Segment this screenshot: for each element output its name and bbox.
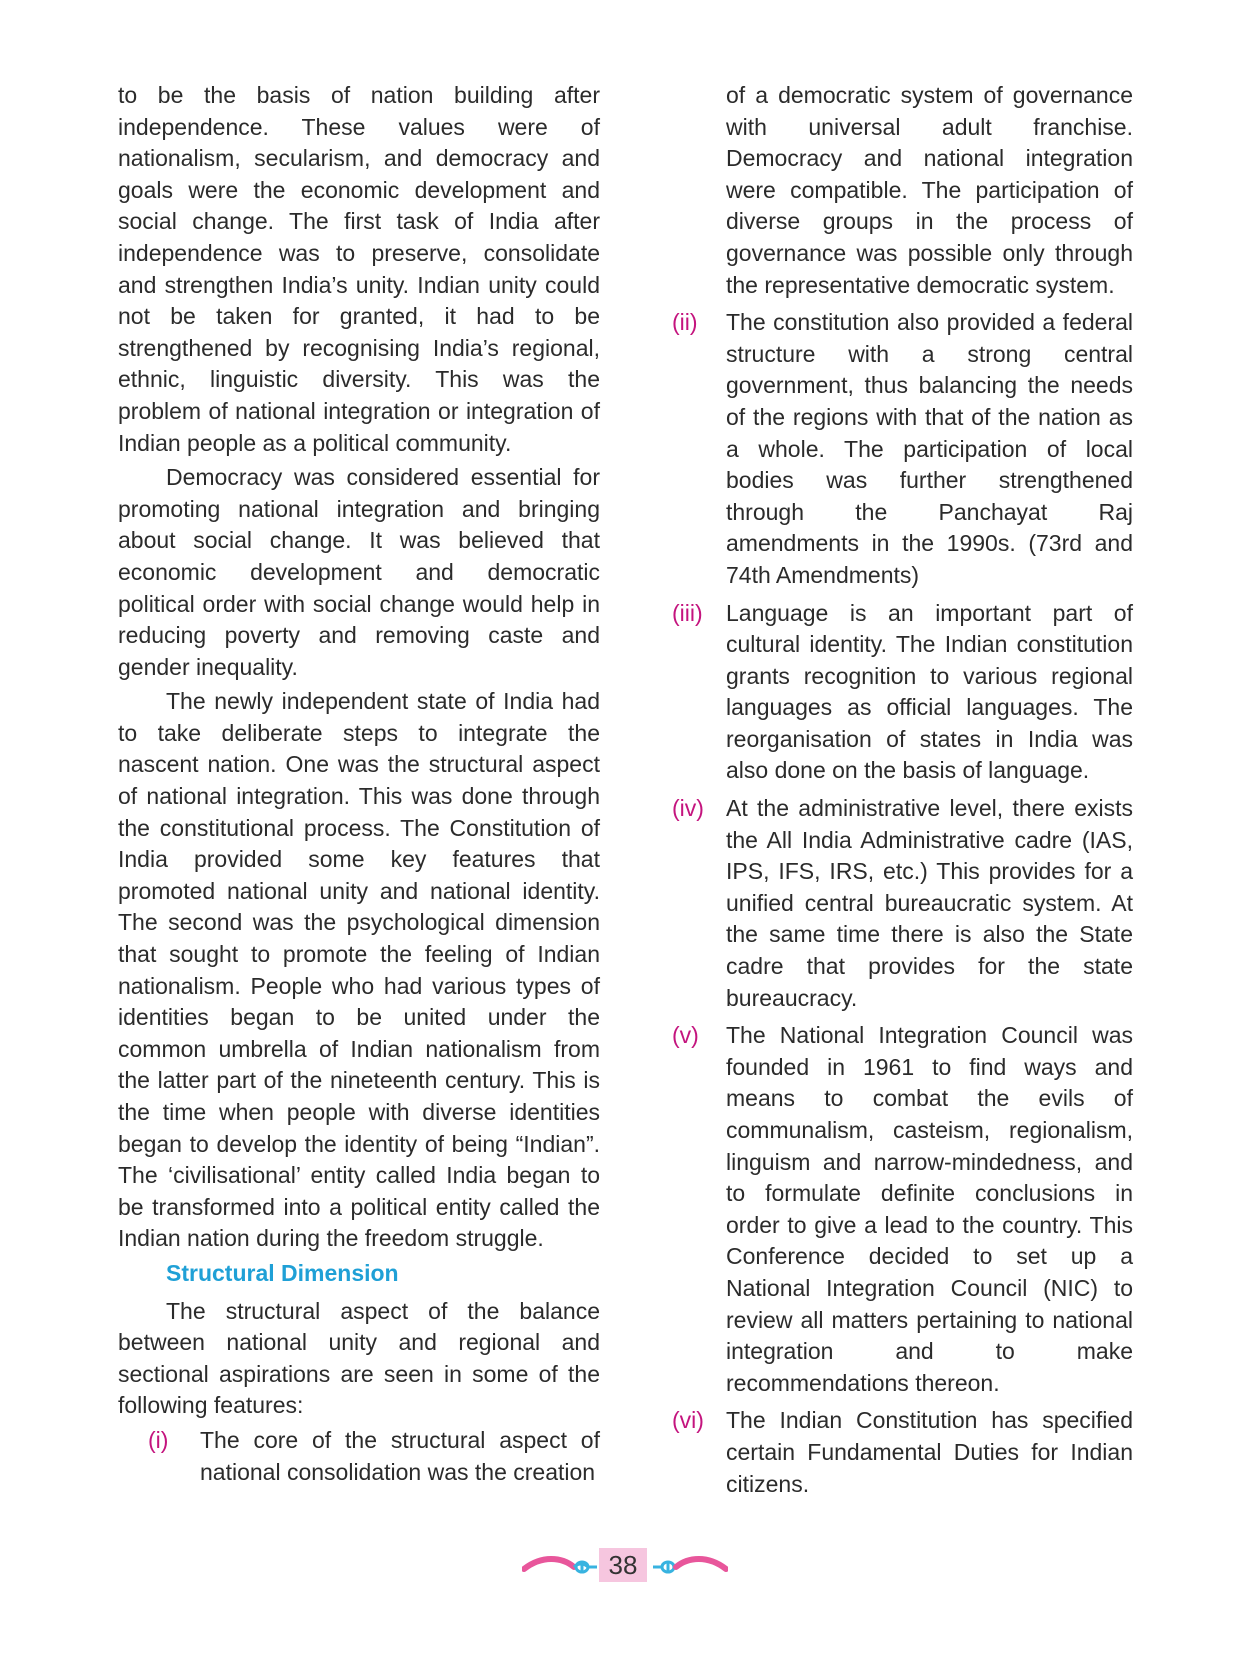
list-item-text: The Indian Constitution has specified certain Fundamental Duties for Indian citizens.	[726, 1407, 1133, 1497]
left-column	[118, 80, 600, 1494]
list-item-number: (i)	[148, 1426, 169, 1453]
list-item-text: The constitution also provided a federal structure with a strong central government, thus balancing the needs of the regions with that of the nation as a whole. The participation of local bodies was further strengthened through the Panchayat Raj amendments in the 1990s. (73rd and 74th Amendments)	[726, 309, 1133, 588]
list-item-number: (vi)	[672, 1407, 704, 1434]
list-item-text: At the administrative level, there exists the All India Administrative cadre (IAS, IPS, IFS, IRS, etc.) This provides for a unified central bureaucratic system. At the same time there is also the State cadre that provides for the state bureaucracy.	[726, 795, 1133, 1011]
list-item-number: (ii)	[672, 309, 698, 336]
list-item	[672, 1020, 1133, 1399]
list-item-continuation	[672, 80, 1133, 301]
list-item-number: (iii)	[672, 599, 703, 626]
list-item-text: The core of the structural aspect of national consolidation was the creation	[200, 1426, 600, 1485]
list-item-number: (iv)	[672, 795, 704, 822]
paragraph: The structural aspect of the balance between national unity and regional and sectional aspirations are seen in some of the following features:	[118, 1297, 600, 1419]
paragraph: to be the basis of nation building after independence. These values were of nationalism, secularism, and democracy and goals were the economic development and social change. The first task of India after independence was to preserve, consolidate and strengthen India’s unity. Indian unity could not be taken for granted, it had to be strengthened by recognising India’s regional, ethnic, linguistic diversity. This was the problem of national integration or integration of Indian people as a political community.	[118, 82, 600, 456]
list-item-number: (v)	[672, 1022, 699, 1049]
right-column	[672, 80, 1133, 1506]
list-item-text: Language is an important part of cultural identity. The Indian constitution grants recognition to various regional languages as official languages. The reorganisation of states in India was also done on the basis of language.	[726, 599, 1133, 784]
list-item	[672, 1405, 1133, 1500]
list-item	[672, 793, 1133, 1014]
list-item	[672, 307, 1133, 591]
list-item-text: The National Integration Council was founded in 1961 to find ways and means to combat the evils of communalism, casteism, regionalism, linguism and narrow-mindedness, and to formulate definite conclusions in order to give a lead to the country. This Conference decided to set up a National Integration Council (NIC) to review all matters pertaining to national integration and to make recommendations thereon.	[726, 1022, 1133, 1396]
page-number: 38	[599, 1548, 647, 1582]
paragraph: Democracy was considered essential for promoting national integration and bringing about social change. It was believed that economic development and democratic political order with social change would help in reducing poverty and removing caste and gender inequality.	[118, 464, 600, 680]
page-footer	[522, 1547, 728, 1587]
list-item	[672, 598, 1133, 788]
list-item	[148, 1425, 600, 1488]
paragraph: The newly independent state of India had to take deliberate steps to integrate the nascent nation. One was the structural aspect of national integration. This was done through the constitutional process. The Constitution of India provided some key features that promoted national unity and national identity. The second was the psychological dimension that sought to promote the feeling of Indian nationalism. People who had various types of identities began to be united under the common umbrella of Indian nationalism from the latter part of the nineteenth century. This is the time when people with diverse identities began to develop the identity of being “Indian”. The ‘civilisational’ entity called India began to be transformed into a political entity called the Indian nation during the freedom struggle.	[118, 688, 600, 1252]
section-heading: Structural Dimension	[166, 1259, 399, 1286]
list-item-text: of a democratic system of governance with universal adult franchise. Democracy and national integration were compatible. The participation of diverse groups in the process of governance was possible only through the representative democratic system.	[726, 82, 1133, 298]
